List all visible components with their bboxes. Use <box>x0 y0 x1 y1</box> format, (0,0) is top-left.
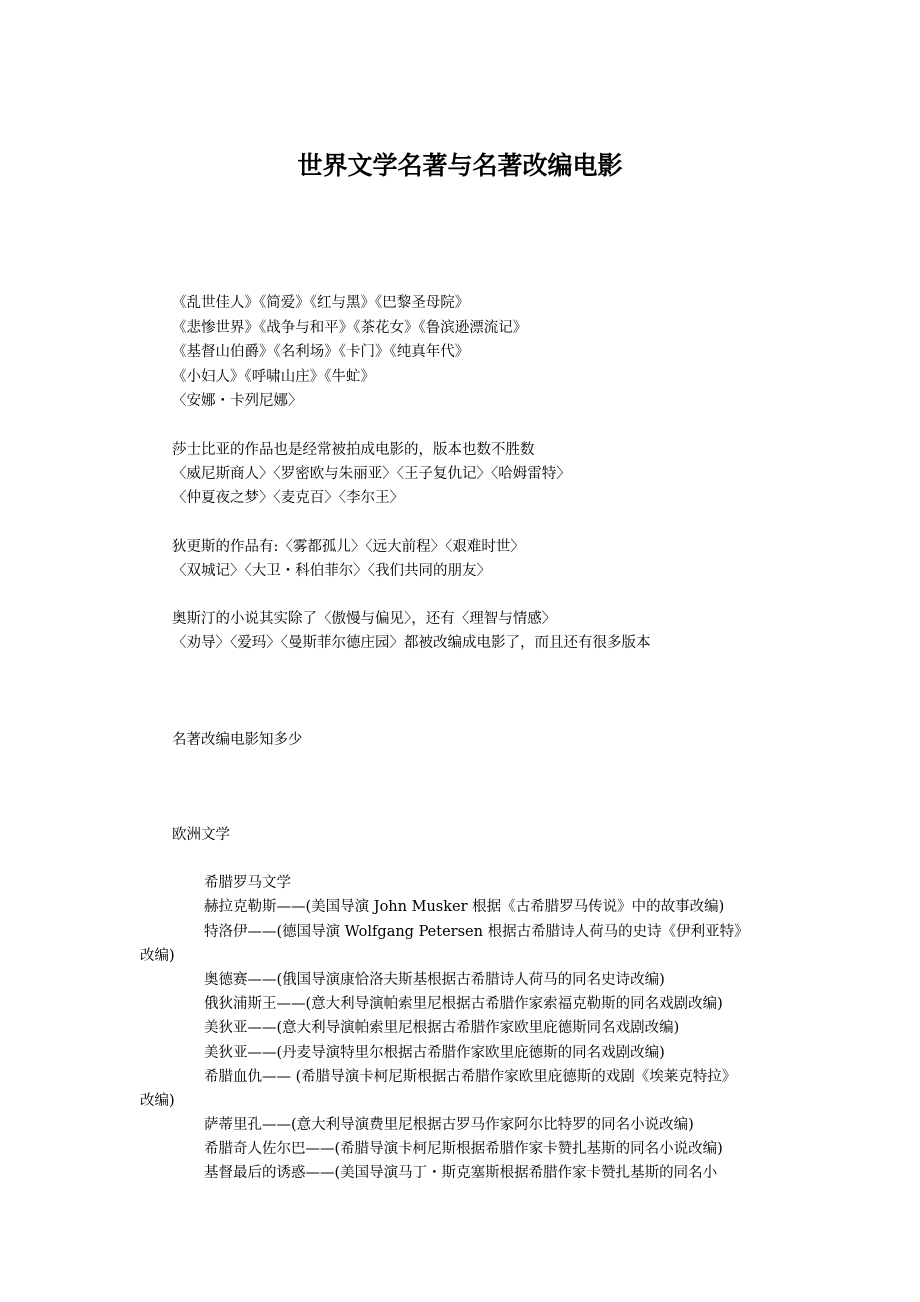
text-line: 〈安娜・卡列尼娜〉 <box>172 393 303 409</box>
entry-line: 美狄亚——(意大利导演帕索里尼根据古希腊作家欧里庇德斯同名戏剧改编) <box>204 1020 680 1036</box>
subsection-heading: 欧洲文学 <box>172 827 230 843</box>
entry-line: 奥德赛——(俄国导演康恰洛夫斯基根据古希腊诗人荷马的同名史诗改编) <box>204 972 665 988</box>
entry-line: 希腊奇人佐尔巴——(希腊导演卡柯尼斯根据希腊作家卡赞扎基斯的同名小说改编) <box>204 1141 723 1157</box>
text-line: 《悲惨世界》《战争与和平》《茶花女》《鲁滨逊漂流记》 <box>172 320 528 336</box>
entry-line: 美狄亚——(丹麦导演特里尔根据古希腊作家欧里庇德斯的同名戏剧改编) <box>204 1045 665 1061</box>
document-title: 世界文学名著与名著改编电影 <box>297 151 623 180</box>
text-line: 〈仲夏夜之梦〉〈麦克百〉〈李尔王〉 <box>172 490 404 506</box>
entry-line: 俄狄浦斯王——(意大利导演帕索里尼根据古希腊作家索福克勒斯的同名戏剧改编) <box>204 996 723 1012</box>
entry-line: 改编) <box>140 948 175 964</box>
text-line: 《小妇人》《呼啸山庄》《牛虻》 <box>172 369 375 385</box>
text-line: 《基督山伯爵》《名利场》《卡门》《纯真年代》 <box>172 344 470 360</box>
entry-line: 改编) <box>140 1093 175 1109</box>
entry-line: 基督最后的诱惑——(美国导演马丁・斯克塞斯根据希腊作家卡赞扎基斯的同名小 <box>204 1165 718 1181</box>
category-heading: 希腊罗马文学 <box>204 875 291 891</box>
text-line: 〈劝导〉〈爱玛〉〈曼斯菲尔德庄园〉都被改编成电影了，而且还有很多版本 <box>172 635 651 651</box>
entry-line: 赫拉克勒斯——(美国导演 John Musker 根据《古希腊罗马传说》中的故事改编) <box>204 899 725 915</box>
text-line: 奥斯汀的小说其实除了〈傲慢与偏见〉，还有〈理智与情感〉 <box>172 611 557 627</box>
entry-line: 特洛伊——(德国导演 Wolfgang Petersen 根据古希腊诗人荷马的史诗《伊利亚特》 <box>204 924 749 940</box>
text-line: 〈双城记〉〈大卫・科伯菲尔〉〈我们共同的朋友〉 <box>172 563 491 579</box>
text-line: 狄更斯的作品有:〈雾都孤儿〉〈远大前程〉〈艰难时世〉 <box>172 539 525 555</box>
entry-line: 萨蒂里孔——(意大利导演费里尼根据古罗马作家阿尔比特罗的同名小说改编) <box>204 1117 694 1133</box>
entry-line: 希腊血仇—— (希腊导演卡柯尼斯根据古希腊作家欧里庇德斯的戏剧《埃莱克特拉》 <box>204 1069 737 1085</box>
text-line: 莎士比亚的作品也是经常被拍成电影的，版本也数不胜数 <box>172 442 535 458</box>
text-line: 〈威尼斯商人〉〈罗密欧与朱丽亚〉〈王子复仇记〉〈哈姆雷特〉 <box>172 466 571 482</box>
section-heading: 名著改编电影知多少 <box>172 732 303 748</box>
text-line: 《乱世佳人》《简爱》《红与黑》《巴黎圣母院》 <box>172 295 470 311</box>
